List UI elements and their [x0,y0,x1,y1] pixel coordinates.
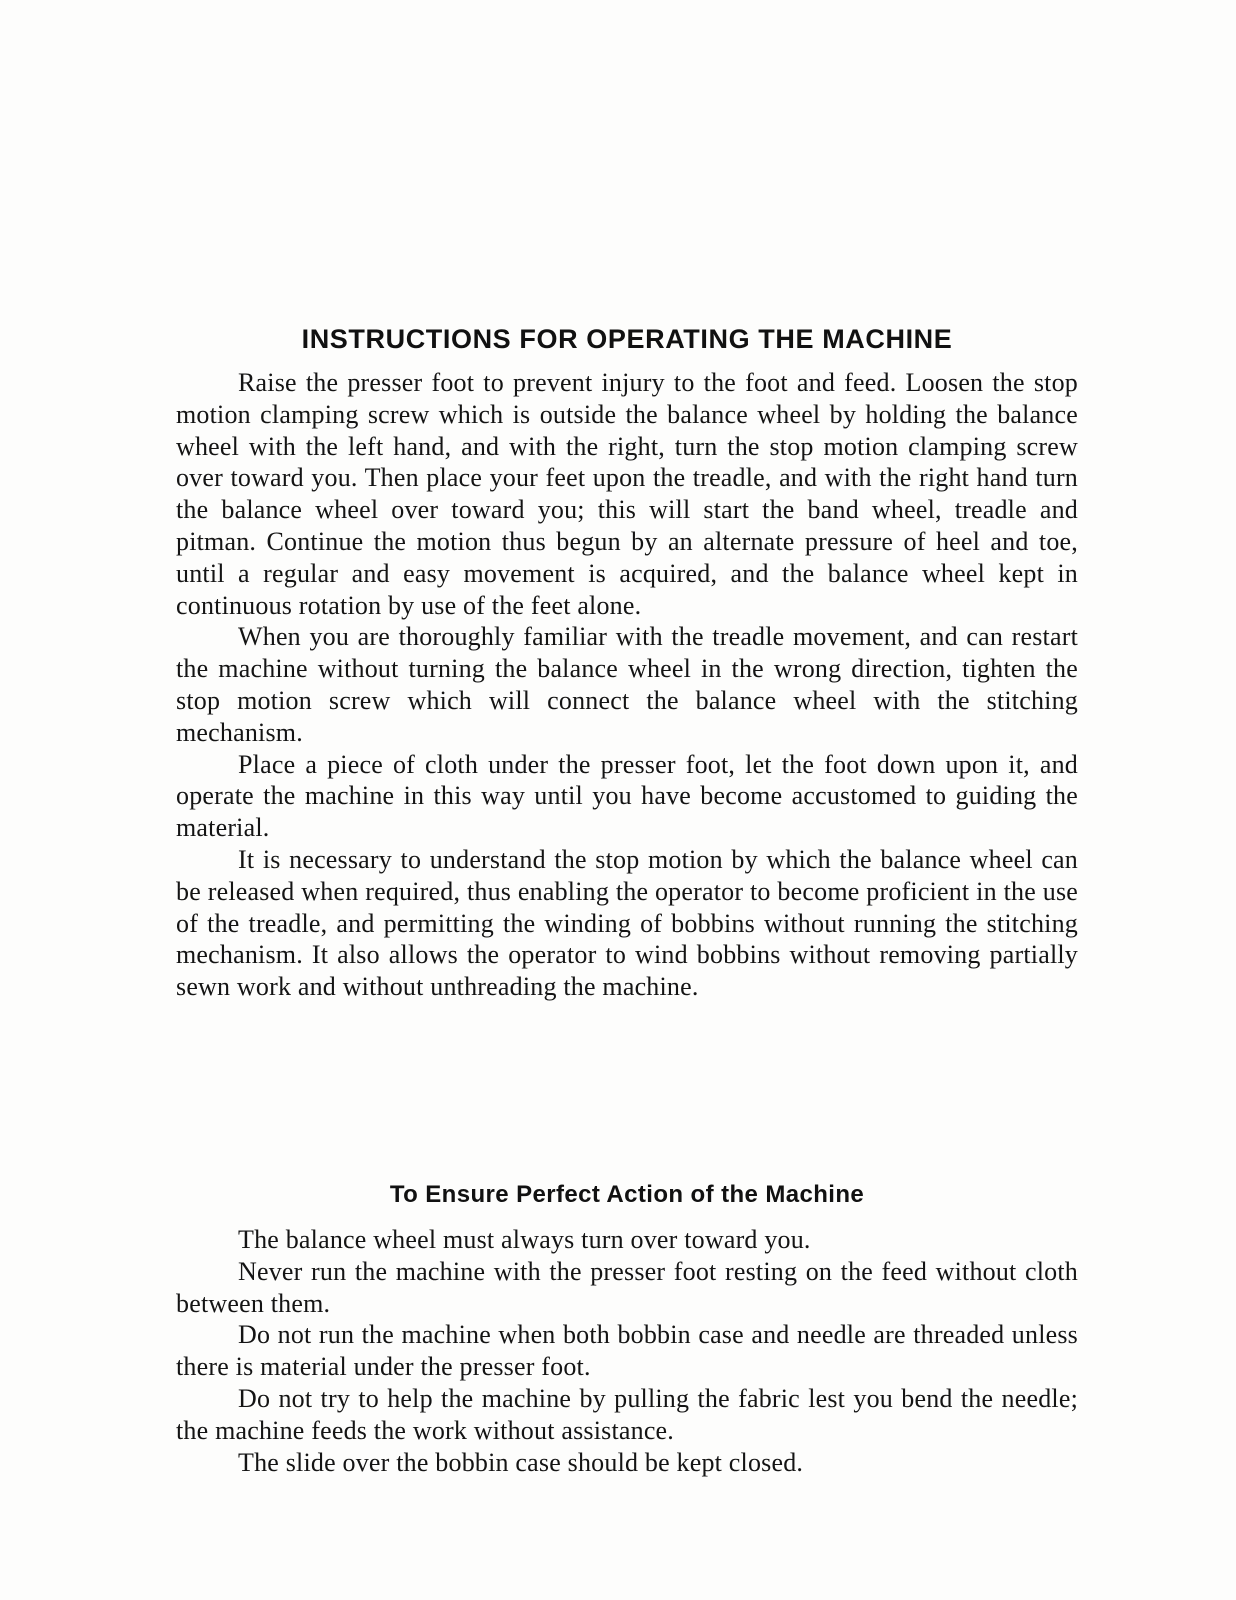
perfect-action-section [176,1176,1078,1478]
paragraph: The slide over the bobbin case should be kept closed. [238,1447,804,1477]
paragraph: Never run the machine with the presser foot resting on the feed without cloth between them. [176,1256,1078,1318]
paragraph: Place a piece of cloth under the presser foot, let the foot down upon it, and operate the machine in this way until you have become accustomed to guiding the material. [176,749,1078,843]
operating-instructions-section [176,319,1078,1003]
paragraph: Do not run the machine when both bobbin case and needle are threaded unless there is material under the presser foot. [176,1320,1078,1382]
paragraph: The balance wheel must always turn over toward you. [238,1225,811,1254]
section-heading: INSTRUCTIONS FOR OPERATING THE MACHINE [301,324,953,354]
paragraph: When you are thoroughly familiar with the treadle movement, and can restart the machine without turning the balance wheel in the wrong direction, tighten the stop motion screw which will connect the balance wheel with the stitching mechanism. [176,622,1078,747]
paragraph: Raise the presser foot to prevent injury to the foot and feed. Loosen the stop motion clamping screw which is outside the balance wheel by holding the balance wheel with the left hand, and with the right, turn the stop motion clamping screw over toward you. Then place your feet upon the treadle, and with the right hand turn the balance wheel over toward you; this will start the band wheel, treadle and pitman. Continue the motion thus begun by an alternate pressure of heel and toe, until a regular and easy movement is acquired, and the balance wheel kept in continuous rotation by use of the feet alone. [176,368,1078,620]
paragraph: Do not try to help the machine by pulling the fabric lest you bend the needle; the machine feeds the work without assistance. [176,1383,1078,1445]
section-heading: To Ensure Perfect Action of the Machine [389,1181,865,1208]
paragraph: It is necessary to understand the stop motion by which the balance wheel can be released when required, thus enabling the operator to become proficient in the use of the treadle, and permitting the winding of bobbins without running the stitching mechanism. It also allows the operator to wind bobbins without removing partially sewn work and without unthreading the machine. [176,844,1078,1002]
